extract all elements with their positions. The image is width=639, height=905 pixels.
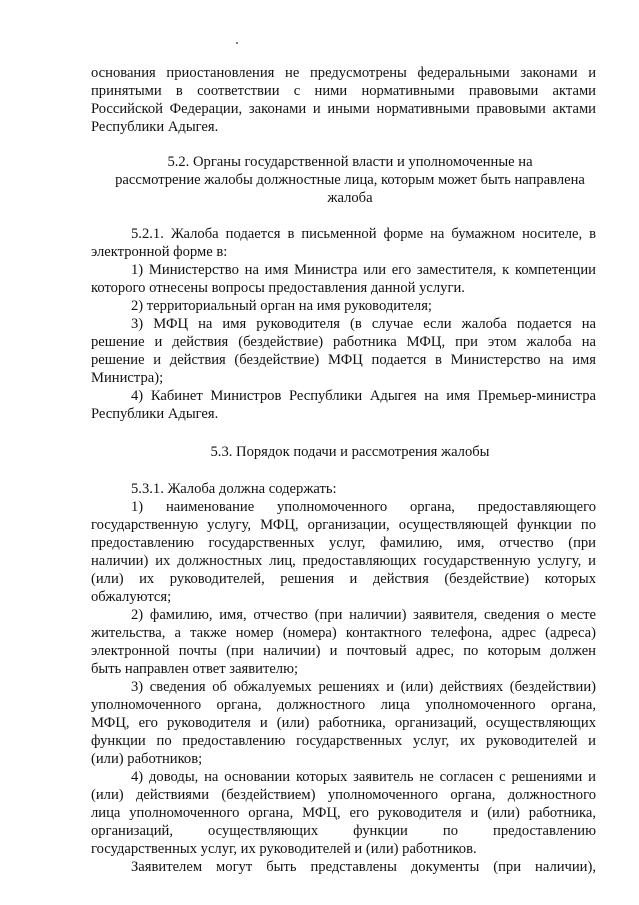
text-line: быть направлен ответ заявителю; (91, 661, 299, 677)
text-line: 5.2.1. Жалоба подается в письменной форме на бумажном носителе, в (131, 226, 596, 242)
text-line: жительства, а также номер (номера) контактного телефона, адрес (адреса) (91, 625, 596, 641)
text-line: Республики Адыгея. (91, 406, 219, 422)
text-line: МФЦ, его руководителя и (или) работника, организаций, осуществляющих (91, 715, 596, 731)
text-line: 1) Министерство на имя Министра или его заместителя, к компетенции (131, 262, 596, 278)
text-line: электронной форме в: (91, 244, 228, 260)
text-line: Российской Федерации, законами и иными нормативными правовыми актами (91, 101, 596, 117)
text-line: 5.3.1. Жалоба должна содержать: (131, 481, 337, 497)
text-line: Заявителем могут быть представлены документы (при наличии), (131, 859, 596, 875)
text-line: функции по предоставлению государственных услуг, их руководителей и (91, 733, 596, 749)
text-line: (или) работников; (91, 751, 203, 767)
text-line: электронной почты (при наличии) и почтовый адрес, по которым должен (91, 643, 596, 659)
text-line: которого отнесены вопросы предоставления данной услуги. (91, 280, 465, 296)
text-line: Республики Адыгея. (91, 119, 219, 135)
section-heading: 5.2. Органы государственной власти и уполномоченные на (167, 154, 533, 170)
text-line: основания приостановления не предусмотрены федеральными законами и (91, 65, 596, 81)
text-line: государственных услуг, их руководителей и (или) работников. (91, 841, 477, 857)
text-line: 3) сведения об обжалуемых решениях и (или) действиях (бездействии) (131, 679, 596, 695)
text-line: предоставлению государственных услуг, фамилию, имя, отчество (при (91, 535, 596, 551)
text-line: 2) фамилию, имя, отчество (при наличии) заявителя, сведения о месте (131, 607, 596, 623)
section-heading: рассмотрение жалобы должностные лица, которым может быть направлена (115, 172, 585, 188)
text-line: обжалуются; (91, 589, 172, 605)
text-line: 1) наименование уполномоченного органа, предоставляющего (131, 499, 596, 515)
text-line: (или) их руководителей, решения и действия (бездействие) которых (91, 571, 596, 587)
text-line: 3) МФЦ на имя руководителя (в случае если жалоба подается на (131, 316, 596, 332)
text-line: государственную услугу, МФЦ, организации, осуществляющей функции по (91, 517, 596, 533)
text-line: уполномоченного органа, должностного лица уполномоченного органа, (91, 697, 596, 713)
text-line: (или) действиями (бездействием) уполномоченного органа, должностного (91, 787, 596, 803)
text-line: лица уполномоченного органа, МФЦ, его руководителя и (или) работника, (91, 805, 596, 821)
text-line: 4) Кабинет Министров Республики Адыгея на имя Премьер-министра (131, 388, 596, 404)
text-line: решение и действия (бездействие) МФЦ подается в Министерство на имя (91, 352, 596, 368)
text-line: наличии) их должностных лиц, предоставляющих государственную услугу, и (91, 553, 596, 569)
section-heading: 5.3. Порядок подачи и рассмотрения жалобы (210, 444, 490, 460)
text-line: 2) территориальный орган на имя руководителя; (131, 298, 432, 314)
text-line: организаций, осуществляющих функции по предоставлению (91, 823, 596, 839)
scan-speck (236, 42, 238, 44)
text-line: решение и действия (бездействие) работника МФЦ, при этом жалоба на (91, 334, 596, 350)
text-line: Министра); (91, 370, 164, 386)
section-heading: жалоба (327, 190, 373, 206)
text-line: 4) доводы, на основании которых заявитель не согласен с решениями и (131, 769, 596, 785)
text-line: принятыми в соответствии с ними нормативными правовыми актами (91, 83, 596, 99)
